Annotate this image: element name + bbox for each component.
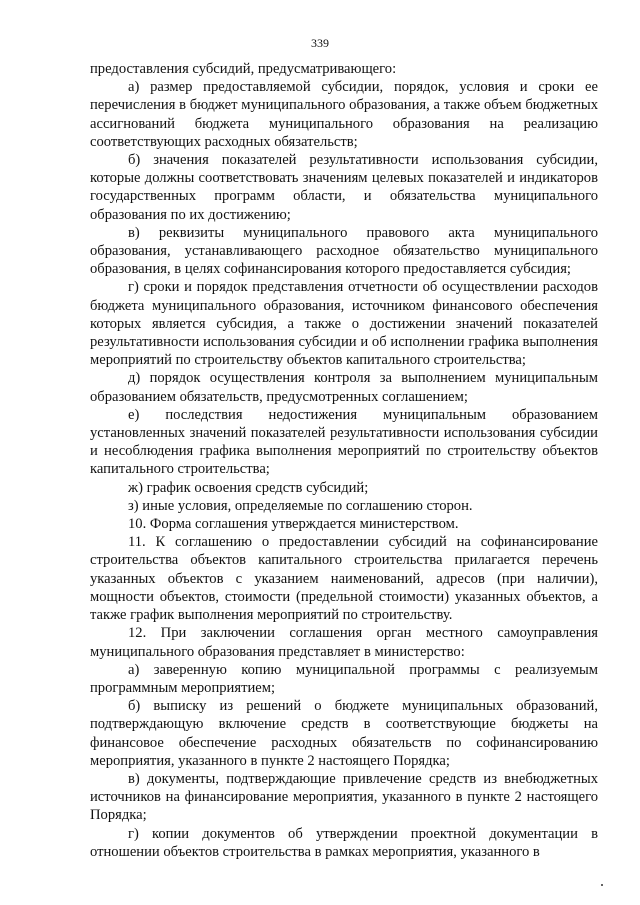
paragraph-intro: предоставления субсидий, предусматривающего: xyxy=(90,61,397,77)
scan-speck xyxy=(601,884,603,886)
paragraph-item-a: а) размер предоставляемой субсидии, порядок, условия и сроки ее перечисления в бюджет муниципального образования, а также объем бюджетных ассигнований бюджета муниципального образования на реализацию соответствующих расходных обязательств; xyxy=(90,79,598,150)
paragraph-item-zh: ж) график освоения средств субсидий; xyxy=(128,479,369,496)
paragraph-item-z: з) иные условия, определяемые по соглашению сторон. xyxy=(128,497,473,514)
paragraph-clause-12-v: в) документы, подтверждающие привлечение средств из внебюджетных источников на финансирование мероприятия, указанного в пункте 2 настоящего Порядка; xyxy=(90,770,598,824)
paragraph-clause-12-g: г) копии документов об утверждении проектной документации в отношении объектов строительства в рамках мероприятия, указанного в xyxy=(90,825,598,860)
paragraph-item-b: б) значения показателей результативности использования субсидии, которые должны соответствовать значениям целевых показателей и индикаторов государственных программ области, и обязательства муниципального образования по их достижению; xyxy=(90,152,598,223)
paragraph-clause-11: 11. К соглашению о предоставлении субсидий на софинансирование строительства объектов капитального строительства прилагается перечень указанных объектов с указанием наименований, адресов (при наличии), мощности объектов, стоимости (предельной стоимости) указанных объектов, а также график выполнения мероприятий по строительству. xyxy=(90,534,598,624)
document-body xyxy=(90,60,598,861)
paragraph-clause-12: 12. При заключении соглашения орган местного самоуправления муниципального образования представляет в министерство: xyxy=(90,625,598,660)
paragraph-clause-10: 10. Форма соглашения утверждается министерством. xyxy=(128,516,459,533)
paragraph-item-e: е) последствия недостижения муниципальным образованием установленных значений показателей результативности использования субсидии и несоблюдения графика выполнения мероприятий по строительству объектов капитального строительства; xyxy=(90,406,598,478)
paragraph-clause-12-a: а) заверенную копию муниципальной программы с реализуемым программным мероприятием; xyxy=(90,661,598,696)
paragraph-clause-12-b: б) выписку из решений о бюджете муниципальных образований, подтверждающую включение средств в соответствующие бюджеты на финансовое обеспечение расходных обязательств по софинансированию мероприятия, указанного в пункте 2 настоящего Порядка; xyxy=(90,698,598,769)
paragraph-item-d: д) порядок осуществления контроля за выполнением муниципальным образованием обязательств, предусмотренных соглашением; xyxy=(90,370,598,405)
paragraph-item-v: в) реквизиты муниципального правового акта муниципального образования, устанавливающего расходное обязательство муниципального образования, в целях софинансирования которого предоставляется субсидия; xyxy=(90,224,598,278)
page-number: 339 xyxy=(311,36,329,50)
paragraph-item-g: г) сроки и порядок представления отчетности об осуществлении расходов бюджета муниципального образования, источником финансового обеспечения которых является субсидия, а также о достижении значений показателей результативности использования субсидии и об исполнении графика выполнения мероприятий по строительству объектов капитального строительства; xyxy=(90,279,598,369)
